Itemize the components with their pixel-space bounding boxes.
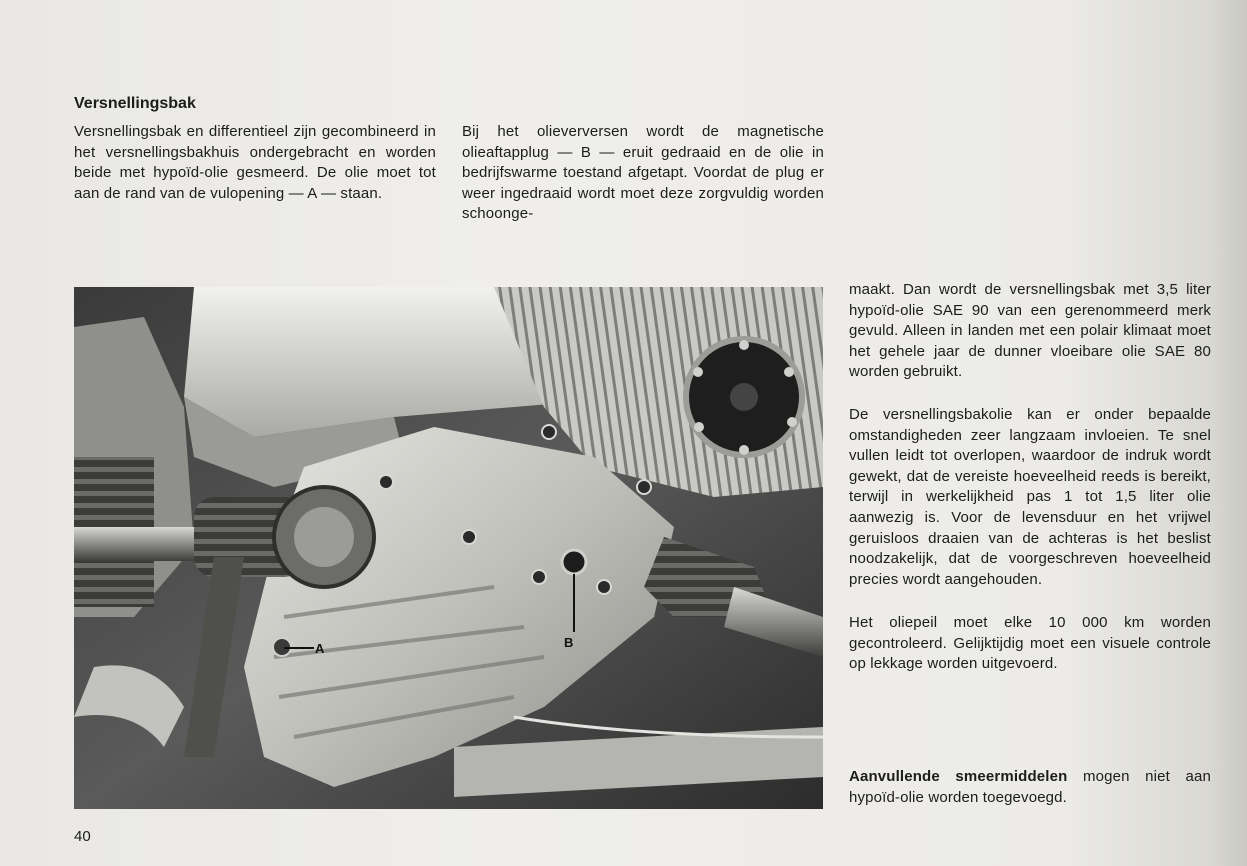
gearbox-photo [74, 287, 823, 809]
section-heading: Versnellingsbak [74, 95, 196, 112]
paragraph-intro: Versnellingsbak en differentieel zijn gecombineerd in het versnellingsbakhuis ondergebracht en worden beide met hypoïd-olie gesmeerd. De olie moet tot aan de rand van de vulopening — A — staan. [74, 123, 436, 202]
left-cv-joint-inner [294, 507, 354, 567]
additives-bold-lead: Aanvullende smeermiddelen [849, 768, 1068, 785]
paragraph-oil-change: Bij het olieverversen wordt de magnetische olieaftapplug — B — eruit gedraaid en de olie in bedrijfswarme toestand afgetapt. Voordat de plug er weer ingedraaid wordt moet deze zorgvuldig worden schoonge- [462, 123, 824, 223]
callout-label-b: B [564, 635, 574, 650]
page-number: 40 [74, 828, 91, 845]
additives-rest: mogen niet aan hypoïd-olie worden toegevoegd. [849, 768, 1211, 806]
paragraph-oil-check: Het oliepeil moet elke 10 000 km worden gecontroleerd. Gelijktijdig moet een visuele controle op lekkage worden uitgevoerd. [849, 614, 1211, 673]
callout-label-a: A [315, 641, 325, 656]
cover-center [730, 383, 758, 411]
paragraph-oil-flow: De versnellingsbakolie kan er onder bepaalde omstandigheden zeer langzaam invloeien. Te snel vullen leidt tot overlopen, waardoor de indruk wordt gewekt, dat de vereiste hoeveelheid reeds is bereikt, terwijl in werkelijkheid pas 1 tot 1,5 liter olie aanwezig is. Voor de levensduur en het vrijwel geruisloos draaien van de achteras is het beslist noodzakelijk, dat de voorgeschreven hoeveelheid precies wordt aangehouden. [849, 406, 1211, 588]
paragraph-oil-fill: maakt. Dan wordt de versnellingsbak met 3,5 liter hypoïd-olie SAE 90 van een gerenommeerd merk gevuld. Alleen in landen met een polair klimaat moet het gehele jaar de dunner vloeibare olie SAE 80 worden gebruikt. [849, 281, 1211, 381]
drain-plug-b [562, 550, 586, 574]
paragraph-additives [849, 767, 1211, 808]
